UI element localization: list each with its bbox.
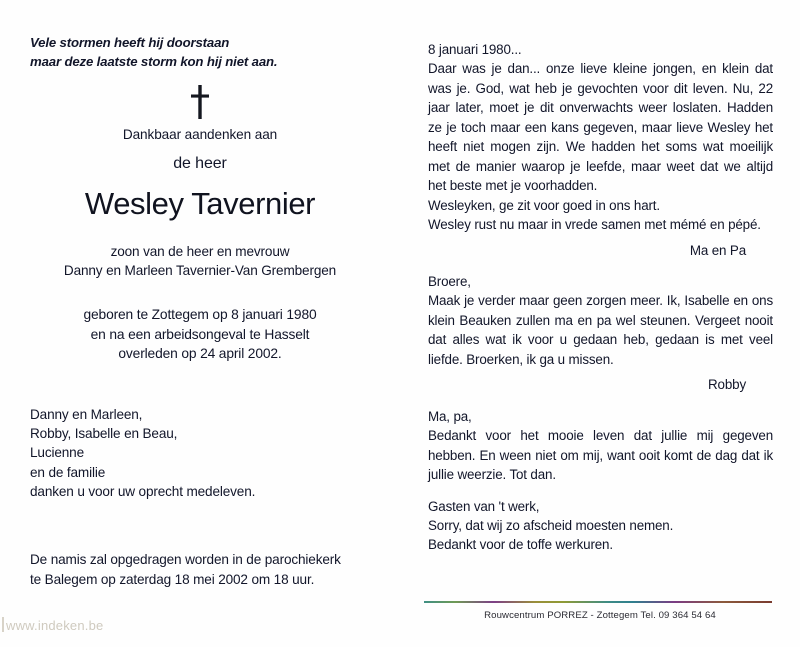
letter-to-parents-body: Bedankt voor het mooie leven dat jullie mij gegeven hebben. En ween niet om mij, want ooit komt de dag dat ik jullie weerzie. Tot dan. [428, 428, 773, 483]
letter-parents-signature: Ma en Pa [689, 242, 746, 258]
spacer [428, 485, 773, 497]
letter-to-parents-opening: Ma, pa, [428, 408, 472, 424]
letter-to-parents [428, 407, 773, 485]
life-dates-block [0, 305, 400, 364]
letter-colleagues-line-3: Bedankt voor de toffe werkuren. [428, 537, 613, 553]
birth-line: geboren te Zottegem op 8 januari 1980 [83, 307, 317, 322]
letter-colleagues-opening: Gasten van 't werk, [428, 498, 540, 514]
letter-parents-extra-2: Wesley rust nu maar in vrede samen met mémé en pépé. [428, 217, 761, 233]
letter-brother-signature: Robby [708, 377, 746, 393]
thanks-line-5: danken u voor uw oprecht medeleven. [30, 483, 256, 499]
printer-imprint: Rouwcentrum PORREZ - Zottegem Tel. 09 364 54 64 [484, 610, 716, 621]
death-line: overleden op 24 april 2002. [118, 346, 282, 361]
parents-line-1: zoon van de heer en mevrouw [110, 244, 290, 259]
site-watermark: www.indeken.be [6, 618, 104, 633]
honorific: de heer [173, 155, 227, 172]
spacer [428, 395, 773, 407]
letter-parents-body: Daar was je dan... onze lieve kleine jongen, en klein dat was je. God, wat heb je gevochten voor dit leven. Nu, 22 jaar later, moet je dit onverwachts weer loslaten. Hadden ze je toch maar een kans gegeven, maar lieve Wesley het heeft niet mogen zijn. We hadden het soms wat moeilijk met de manier waarop je leefde, maar weet dat we altijd het beste met je voorhadden. [428, 61, 773, 194]
dedication-text: Dankbaar aandenken aan [122, 127, 278, 142]
letter-parents [428, 40, 773, 260]
thanks-line-1: Danny en Marleen, [30, 407, 143, 422]
decorative-rule [424, 601, 772, 603]
letter-parents-opening: 8 januari 1980... [428, 42, 522, 57]
family-thanks-block [30, 405, 380, 501]
parents-block [0, 243, 400, 280]
thanks-line-4: en de familie [30, 464, 106, 480]
thanks-line-2: Robby, Isabelle en Beau, [30, 426, 178, 442]
service-line-2: te Balegem op zaterdag 18 mei 2002 om 18 uur. [30, 571, 315, 587]
letters-container [428, 40, 773, 555]
cross-container [0, 85, 400, 124]
watermark-tick [2, 617, 4, 632]
right-page [400, 0, 800, 647]
deceased-name: Wesley Tavernier [84, 186, 316, 221]
latin-cross-icon [189, 85, 211, 119]
cause-line: en na een arbeidsongeval te Hasselt [90, 326, 310, 342]
spacer [428, 260, 773, 272]
letter-colleagues-line-2: Sorry, dat wij zo afscheid moesten nemen. [428, 517, 674, 533]
epitaph-line-2: maar deze laatste storm kon hij niet aan. [30, 53, 278, 69]
epitaph-line-1: Vele stormen heeft hij doorstaan [30, 35, 230, 50]
thanks-line-3: Lucienne [30, 445, 84, 461]
letter-brother-body: Maak je verder maar geen zorgen meer. Ik, Isabelle en ons klein Beauken zullen ma en pa wel steunen. Vergeet nooit dat alles wat ik voor u gedaan heb, gedaan is met veel liefde. Broerken, ik ga u missen. [428, 293, 773, 367]
letter-colleagues [428, 497, 773, 555]
letter-parents-extra-1: Wesleyken, ge zit voor goed in ons hart. [428, 197, 660, 213]
service-line-1: De namis zal opgedragen worden in de parochiekerk [30, 552, 341, 567]
service-announcement [30, 550, 390, 589]
letter-brother [428, 272, 773, 395]
parents-line-2: Danny en Marleen Tavernier-Van Grembergen [63, 262, 337, 278]
letter-brother-opening: Broere, [428, 273, 471, 289]
epitaph [30, 34, 370, 71]
